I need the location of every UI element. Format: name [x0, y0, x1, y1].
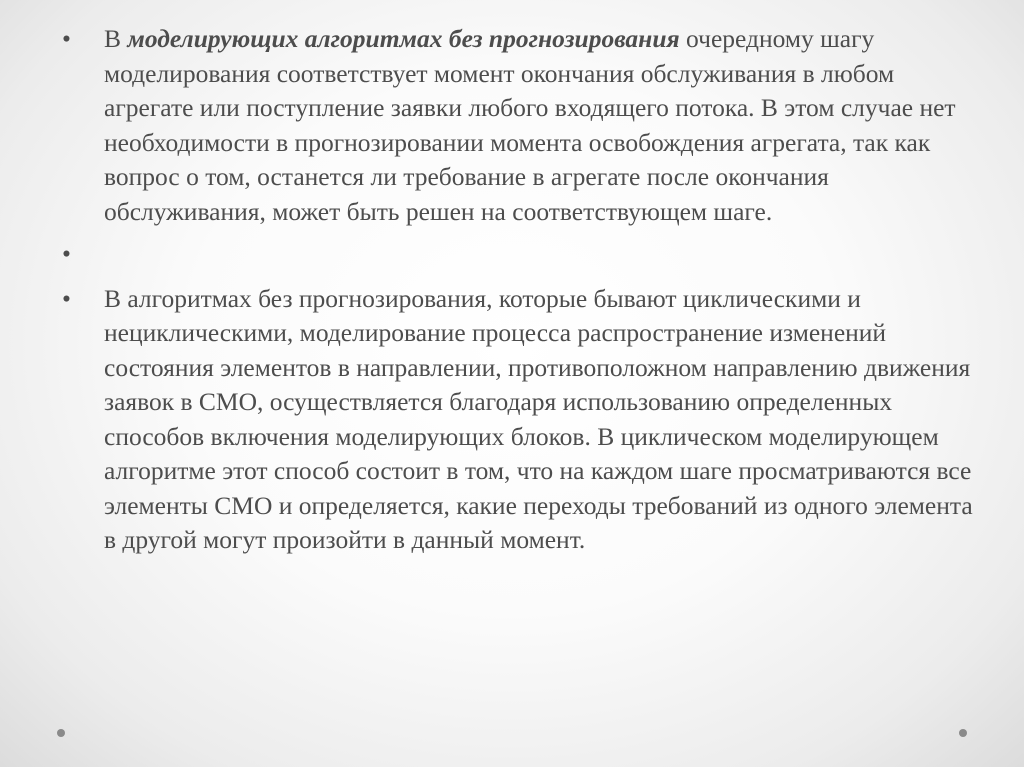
- bullet-emphasis: моделирующих алгоритмах без прогнозирования: [127, 24, 680, 53]
- bullet-text: В алгоритмах без прогнозирования, которые бывают циклическими и нециклическими, моделирование процесса распространение изменений состояния элементов в направлении, противоположном направлению движения заявок в СМО, осуществляется благодаря использованию определенных способов включения моделирующих блоков. В циклическом моделирующем алгоритме этот способ состоит в том, что на каждом шаге просматриваются все элементы СМО и определяется, какие переходы требований из одного элемента в другой могут произойти в данный момент.: [104, 283, 973, 554]
- bullet-text: очередному шагу моделирования соответствует момент окончания обслуживания в любом агрегате или поступление заявки любого входящего потока. В этом случае нет необходимости в прогнозировании момента освобождения агрегата, так как вопрос о том, останется ли требование в агрегате после окончания обслуживания, может быть решен на соответствующем шаге.: [104, 24, 956, 226]
- bullet-item-2: [62, 237, 982, 272]
- corner-dot-left-icon: [57, 729, 65, 737]
- bullet-item-1: [62, 22, 982, 229]
- bullet-marker: •: [62, 283, 71, 313]
- slide-content: [62, 22, 982, 558]
- bullet-item-3: [62, 282, 982, 558]
- bullet-marker: •: [62, 24, 71, 53]
- bullet-marker: •: [62, 239, 71, 268]
- bullet-lead: В: [104, 24, 128, 53]
- corner-dot-right-icon: [959, 729, 967, 737]
